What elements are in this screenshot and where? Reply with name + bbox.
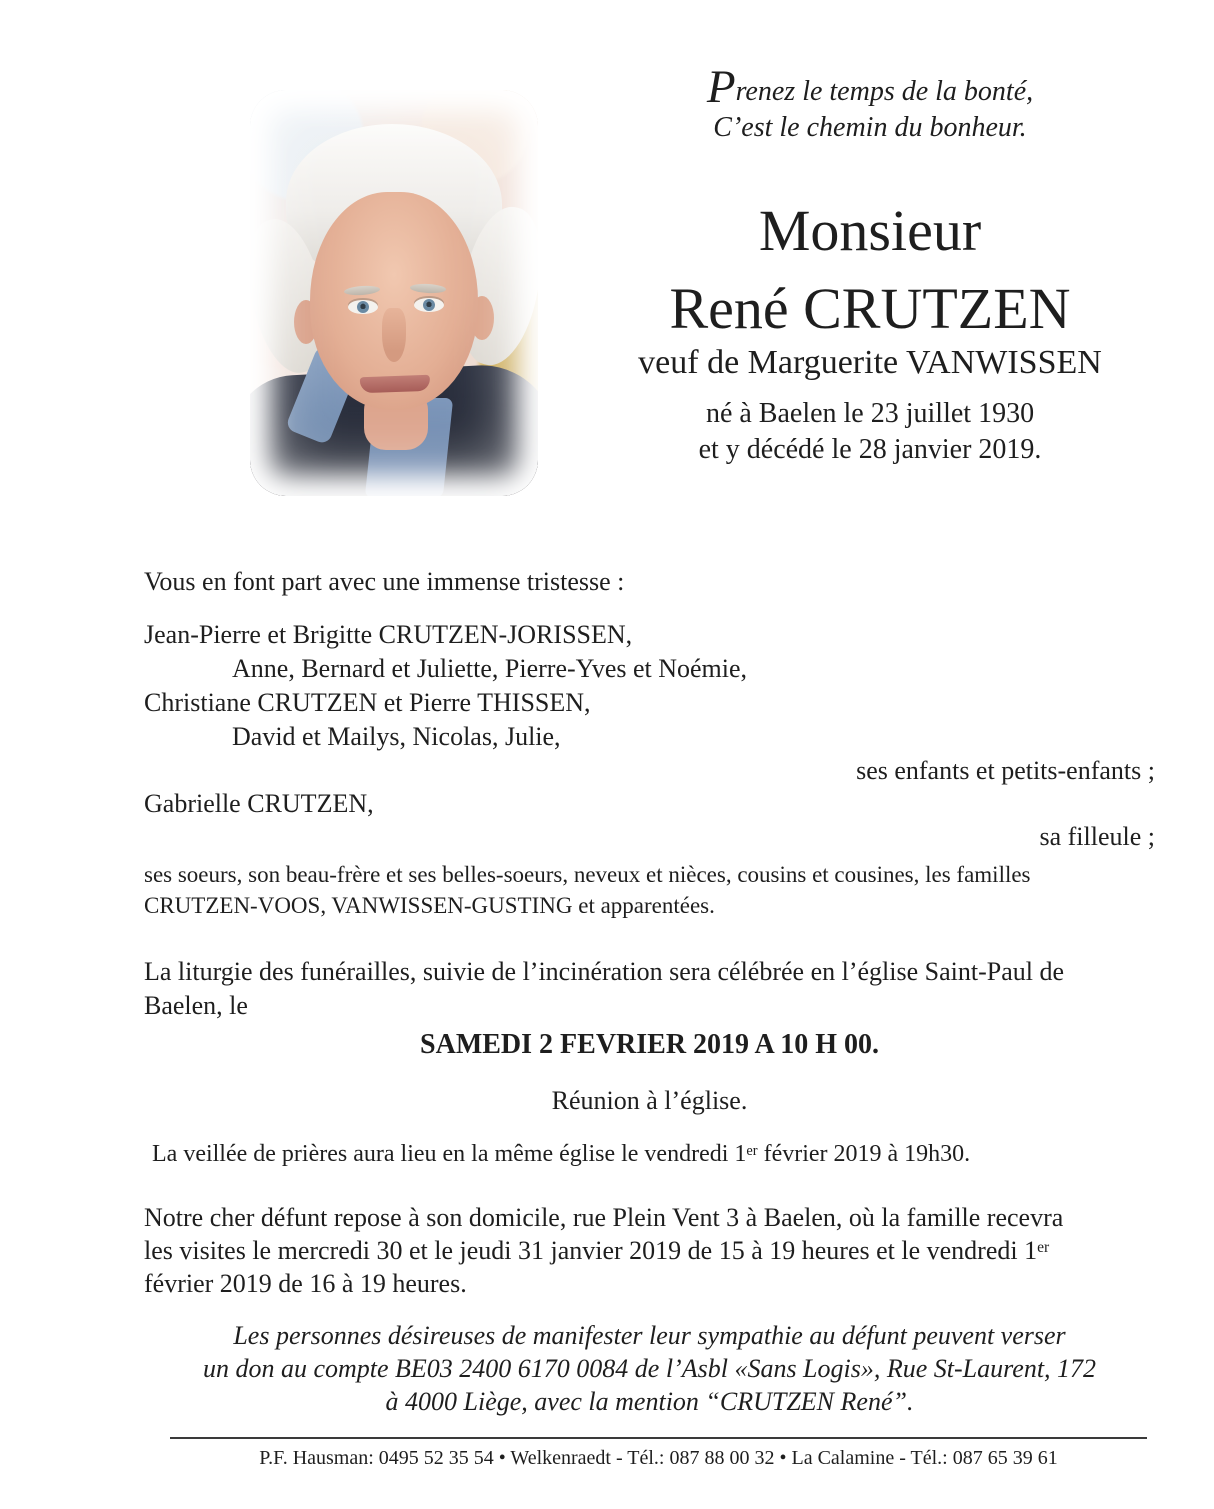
portrait-white-vignette xyxy=(250,90,538,496)
birth-line: né à Baelen le 23 juillet 1930 xyxy=(705,398,1035,429)
visits-line-1: Notre cher défunt repose à son domicile, rue Plein Vent 3 à Baelen, où la famille recevra xyxy=(144,1203,1064,1232)
liturgy-line-2: Baelen, le xyxy=(144,991,248,1020)
salutation: Monsieur xyxy=(758,198,982,263)
quote-drop-cap: P xyxy=(706,61,736,113)
quote-line-1-text: renez le temps de la bonté, xyxy=(735,76,1034,107)
extended-family-line-2: CRUTZEN-VOOS, VANWISSEN-GUSTING et apparentées. xyxy=(144,893,715,918)
deceased-name: René CRUTZEN xyxy=(669,276,1071,341)
footer-divider xyxy=(170,1437,1147,1439)
vigil-line xyxy=(144,1140,1163,1169)
relation-children: ses enfants et petits-enfants ; xyxy=(856,756,1155,785)
announcement-intro: Vous en font part avec une immense tristesse : xyxy=(144,567,625,596)
ceremony-date: SAMEDI 2 FEVRIER 2019 A 10 H 00. xyxy=(420,1029,879,1060)
family-line-2: Anne, Bernard et Juliette, Pierre-Yves et Noémie, xyxy=(232,654,748,683)
goddaughter-name: Gabrielle CRUTZEN, xyxy=(144,789,374,818)
visits-line-2 xyxy=(144,1235,1155,1266)
extended-family-line-1: ses soeurs, son beau-frère et ses belles-soeurs, neveux et nièces, cousins et cousines, les familles xyxy=(144,862,1031,887)
liturgy-line-1: La liturgie des funérailles, suivie de l’incinération sera célébrée en l’église Saint-Paul de xyxy=(144,957,1065,986)
death-line: et y décédé le 28 janvier 2019. xyxy=(698,434,1042,465)
quote-line-1 xyxy=(600,61,1140,113)
deceased-portrait-photo xyxy=(250,90,538,496)
vigil-text-end: février 2019 à 19h30. xyxy=(757,1141,971,1167)
relation-goddaughter: sa filleule ; xyxy=(1039,822,1155,851)
vigil-text: La veillée de prières aura lieu en la même église le vendredi 1 xyxy=(152,1141,747,1167)
vigil-superscript: er xyxy=(746,1142,758,1159)
donation-line-2: un don au compte BE03 2400 6170 0084 de l’Asbl «Sans Logis», Rue St-Laurent, 172 xyxy=(202,1354,1097,1383)
family-line-4: David et Mailys, Nicolas, Julie, xyxy=(232,722,561,751)
donation-line-3: à 4000 Liège, avec la mention “CRUTZEN René”. xyxy=(385,1387,914,1416)
visits-line-3: février 2019 de 16 à 19 heures. xyxy=(144,1269,467,1298)
quote-line-2: C’est le chemin du bonheur. xyxy=(713,112,1027,143)
opening-quote xyxy=(600,61,1140,146)
family-line-1: Jean-Pierre et Brigitte CRUTZEN-JORISSEN, xyxy=(144,620,633,649)
funeral-home-contact: P.F. Hausman: 0495 52 35 54 • Welkenraedt - Tél.: 087 88 00 32 • La Calamine - Tél.: 087 65 39 61 xyxy=(259,1447,1058,1469)
widower-of-line: veuf de Marguerite VANWISSEN xyxy=(638,344,1102,381)
family-line-3: Christiane CRUTZEN et Pierre THISSEN, xyxy=(144,688,591,717)
visits-line-2-text: les visites le mercredi 30 et le jeudi 31 janvier 2019 de 15 à 19 heures et le vendredi 1 xyxy=(144,1236,1038,1265)
meeting-line: Réunion à l’église. xyxy=(551,1086,748,1115)
donation-line-1: Les personnes désireuses de manifester leur sympathie au défunt peuvent verser xyxy=(233,1321,1066,1350)
visits-superscript: er xyxy=(1037,1238,1050,1256)
